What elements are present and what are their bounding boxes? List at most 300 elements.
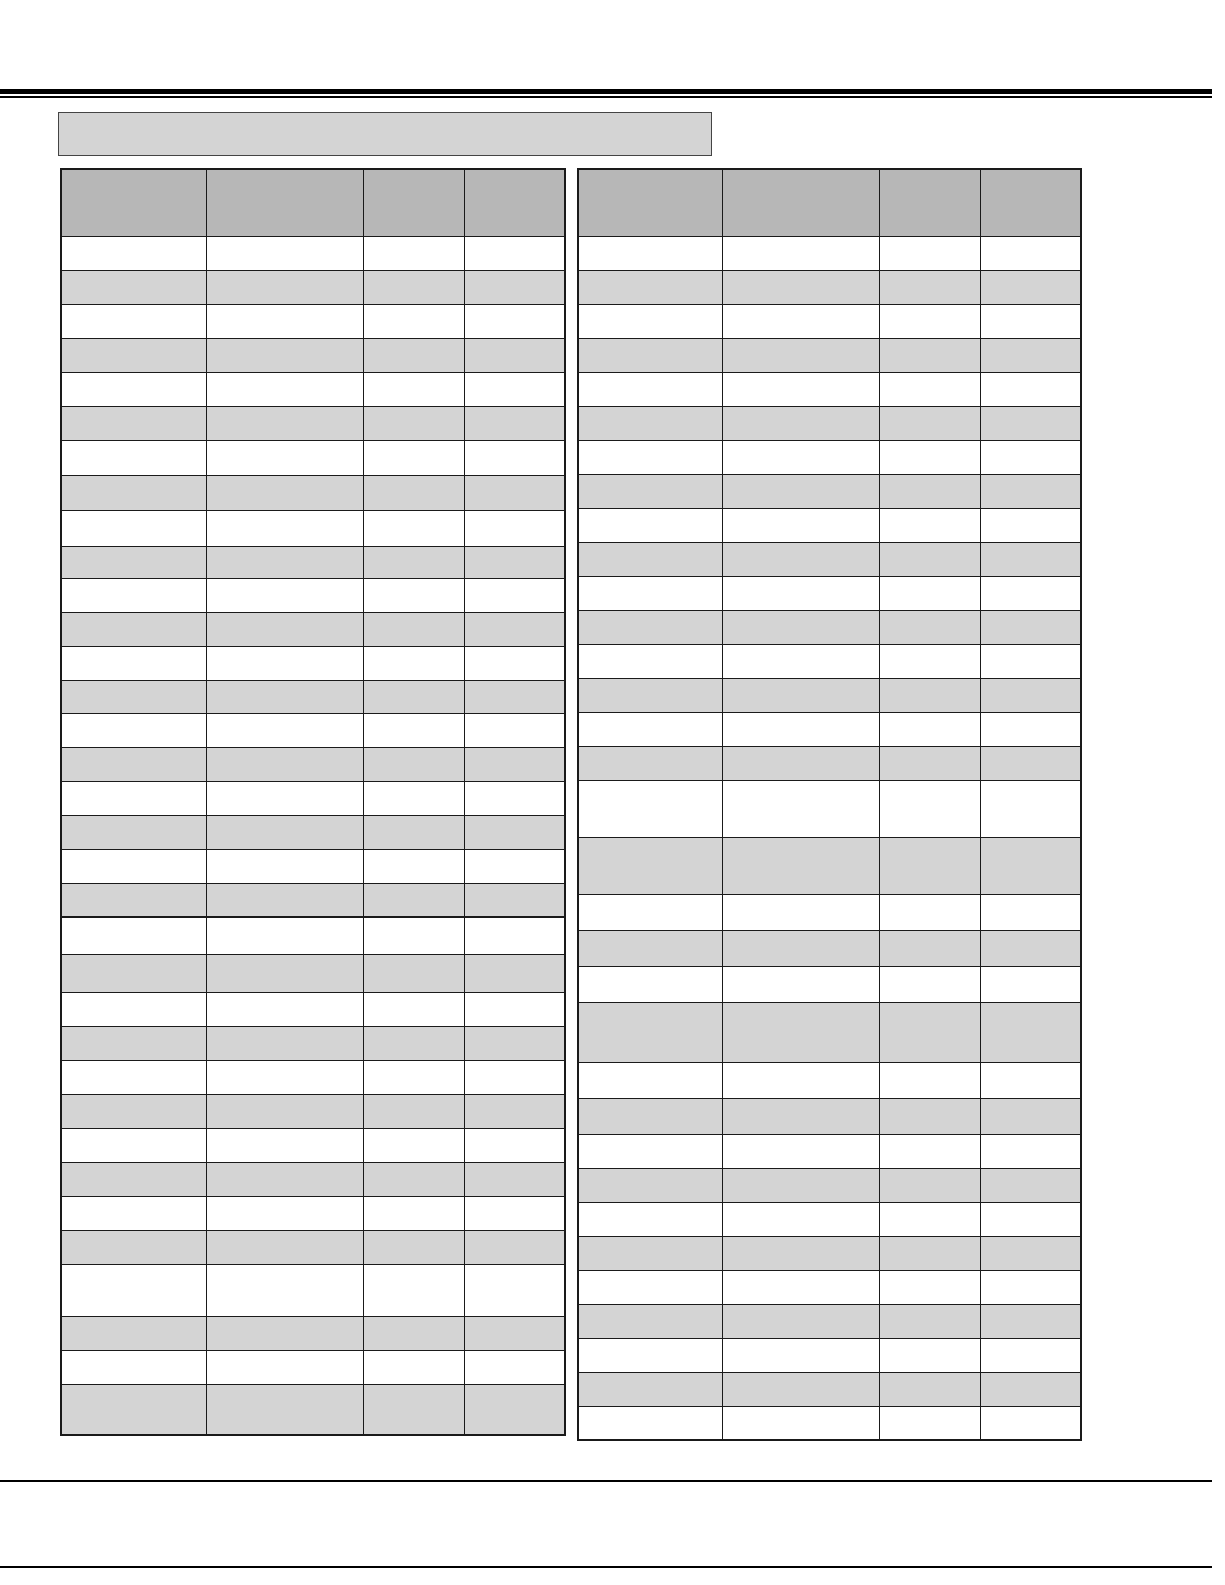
table-cell [206,270,363,304]
table-cell [980,1098,1081,1134]
table-cell [61,510,206,546]
table-cell [464,1230,565,1264]
table-cell [578,1002,722,1062]
table-cell [980,236,1081,270]
table-cell [206,1162,363,1196]
table-cell [363,612,464,646]
table-row [578,1304,1081,1338]
table-cell [464,1060,565,1094]
table-row [61,1060,565,1094]
table-cell [363,713,464,747]
table-cell [363,1026,464,1060]
table-cell [578,644,722,678]
table-cell [578,338,722,372]
table-cell [61,747,206,781]
table-cell [61,338,206,372]
table-cell [578,1304,722,1338]
table-cell [879,610,980,644]
table-row [61,236,565,270]
table-cell [363,680,464,713]
table-cell [980,966,1081,1002]
table-cell [363,1264,464,1316]
table-row [61,546,565,578]
table-cell [363,1350,464,1384]
table-cell [206,1196,363,1230]
table-cell [363,546,464,578]
table-cell [61,475,206,510]
table-row [578,780,1081,837]
table-cell [578,508,722,542]
table-cell [578,1134,722,1168]
table-cell [61,1128,206,1162]
table-cell [578,746,722,780]
table-cell [980,270,1081,304]
table-cell [61,680,206,713]
table-cell [980,1372,1081,1406]
table-cell [363,440,464,475]
table-cell [722,1304,879,1338]
table-row [578,1168,1081,1202]
table-cell [464,440,565,475]
table-cell [722,1406,879,1440]
table-row [578,576,1081,610]
table-cell [61,1060,206,1094]
table-cell [206,954,363,992]
left-column-header [61,169,206,236]
table-cell [206,992,363,1026]
table-row [61,747,565,781]
table-cell [722,440,879,474]
table-cell [363,1060,464,1094]
table-cell [980,746,1081,780]
footer-rule [0,1480,1212,1482]
table-cell [980,406,1081,440]
table-cell [879,894,980,930]
table-cell [980,644,1081,678]
table-cell [363,1094,464,1128]
table-cell [879,406,980,440]
table-cell [980,508,1081,542]
table-cell [879,1168,980,1202]
table-cell [206,440,363,475]
left-column-header [464,169,565,236]
table-cell [61,1196,206,1230]
table-cell [722,1168,879,1202]
table-cell [980,542,1081,576]
table-row [578,1270,1081,1304]
table-row [578,966,1081,1002]
table-cell [578,372,722,406]
table-cell [206,1094,363,1128]
table-cell [206,781,363,815]
table-row [61,713,565,747]
table-cell [879,1202,980,1236]
table-cell [980,1236,1081,1270]
table-cell [980,372,1081,406]
table-cell [578,1236,722,1270]
table-cell [879,1134,980,1168]
table-cell [980,1270,1081,1304]
table-cell [61,781,206,815]
table-row [61,612,565,646]
table-cell [464,1350,565,1384]
table-cell [879,474,980,508]
table-cell [363,1316,464,1350]
table-cell [722,474,879,508]
table-cell [363,475,464,510]
table-cell [206,883,363,917]
table-cell [879,270,980,304]
table-row [578,746,1081,780]
table-cell [206,1316,363,1350]
table-row [578,1372,1081,1406]
table-row [61,1128,565,1162]
table-cell [464,1162,565,1196]
table-cell [578,270,722,304]
table-row [61,1162,565,1196]
table-row [61,510,565,546]
table-cell [722,894,879,930]
table-cell [722,508,879,542]
table-cell [206,1026,363,1060]
table-cell [980,837,1081,894]
table-cell [61,849,206,883]
table-cell [879,1002,980,1062]
table-cell [61,1384,206,1435]
table-cell [879,338,980,372]
table-row [578,1202,1081,1236]
table-cell [722,406,879,440]
table-cell [980,894,1081,930]
table-row [578,304,1081,338]
table-cell [578,712,722,746]
right-column-header [879,169,980,236]
table-cell [722,966,879,1002]
table-cell [879,236,980,270]
table-cell [578,966,722,1002]
table-cell [206,815,363,849]
table-cell [464,954,565,992]
table-row [578,1338,1081,1372]
table-cell [464,236,565,270]
table-cell [578,1270,722,1304]
right-column-header [722,169,879,236]
table-cell [61,406,206,440]
table-cell [722,338,879,372]
table-row [578,1098,1081,1134]
table-cell [879,1338,980,1372]
table-row [61,1094,565,1128]
table-row [578,440,1081,474]
table-cell [206,1264,363,1316]
table-row [578,1062,1081,1098]
table-cell [464,546,565,578]
table-cell [879,930,980,966]
table-cell [206,546,363,578]
table-cell [363,815,464,849]
table-row [578,1236,1081,1270]
table-cell [61,1094,206,1128]
table-cell [363,1196,464,1230]
table-row [61,992,565,1026]
table-row [61,1026,565,1060]
table-cell [578,678,722,712]
table-cell [206,475,363,510]
table-cell [464,304,565,338]
table-row [578,1134,1081,1168]
table-cell [363,849,464,883]
table-row [578,338,1081,372]
table-cell [206,1230,363,1264]
table-cell [578,1168,722,1202]
table-cell [980,440,1081,474]
table-cell [722,780,879,837]
table-row [61,646,565,680]
table-cell [879,372,980,406]
table-cell [61,646,206,680]
table-cell [61,954,206,992]
table-cell [980,1202,1081,1236]
table-cell [206,406,363,440]
table-cell [578,236,722,270]
table-cell [464,612,565,646]
table-row [61,849,565,883]
table-cell [980,1406,1081,1440]
table-cell [464,1316,565,1350]
table-cell [206,680,363,713]
table-cell [980,1062,1081,1098]
table-cell [578,610,722,644]
table-row [578,372,1081,406]
table-cell [578,894,722,930]
table-row [578,542,1081,576]
table-cell [578,576,722,610]
table-cell [206,612,363,646]
table-cell [206,1060,363,1094]
table-row [578,406,1081,440]
table-row [578,712,1081,746]
table-cell [722,270,879,304]
table-row [61,338,565,372]
table-cell [879,440,980,474]
table-cell [980,1168,1081,1202]
table-row [61,954,565,992]
table-cell [363,236,464,270]
right-data-table [577,168,1082,1441]
table-cell [206,713,363,747]
table-cell [879,966,980,1002]
table-cell [464,883,565,917]
table-cell [980,930,1081,966]
table-row [61,372,565,406]
table-cell [464,781,565,815]
table-cell [61,815,206,849]
table-cell [363,1128,464,1162]
table-cell [722,1338,879,1372]
table-cell [464,338,565,372]
table-cell [879,678,980,712]
table-cell [879,508,980,542]
table-cell [578,406,722,440]
table-cell [363,954,464,992]
table-cell [206,372,363,406]
table-cell [879,780,980,837]
table-cell [61,917,206,954]
table-cell [722,712,879,746]
table-cell [363,1162,464,1196]
left-column-header [206,169,363,236]
table-cell [464,849,565,883]
table-cell [206,1350,363,1384]
table-cell [61,1162,206,1196]
table-cell [61,1026,206,1060]
table-row [61,1230,565,1264]
table-cell [980,610,1081,644]
table-row [61,1264,565,1316]
table-cell [61,1230,206,1264]
table-cell [879,576,980,610]
table-cell [879,1062,980,1098]
table-cell [722,542,879,576]
right-column-header [980,169,1081,236]
table-cell [464,406,565,440]
left-data-table [60,168,566,1436]
table-cell [363,372,464,406]
table-cell [980,712,1081,746]
table-cell [879,746,980,780]
table-cell [464,1026,565,1060]
table-cell [61,612,206,646]
table-cell [61,270,206,304]
table-cell [206,747,363,781]
table-cell [61,304,206,338]
table-cell [206,304,363,338]
table-cell [980,678,1081,712]
page-bottom-rule [0,1566,1212,1568]
table-cell [363,917,464,954]
table-cell [722,1270,879,1304]
table-cell [980,1338,1081,1372]
table-cell [363,1384,464,1435]
table-row [61,815,565,849]
table-cell [464,1128,565,1162]
table-cell [578,1372,722,1406]
table-cell [464,578,565,612]
table-cell [578,780,722,837]
table-cell [464,270,565,304]
table-row [61,440,565,475]
table-cell [980,304,1081,338]
table-cell [879,837,980,894]
table-cell [722,576,879,610]
table-cell [363,304,464,338]
table-cell [363,578,464,612]
table-cell [722,930,879,966]
table-row [578,610,1081,644]
table-cell [578,542,722,576]
table-cell [722,1002,879,1062]
table-cell [61,883,206,917]
table-cell [722,1098,879,1134]
left-column-header [363,169,464,236]
header-rule-thick [0,89,1212,94]
table-cell [980,1002,1081,1062]
table-cell [61,1350,206,1384]
table-cell [206,338,363,372]
table-row [578,644,1081,678]
table-row [61,1316,565,1350]
table-row [61,1384,565,1435]
table-row [578,236,1081,270]
table-cell [363,1230,464,1264]
table-cell [722,1236,879,1270]
header-rule-thin [0,96,1212,98]
table-cell [363,747,464,781]
table-row [61,304,565,338]
table-cell [464,917,565,954]
table-cell [722,1202,879,1236]
table-row [578,1002,1081,1062]
table-cell [464,510,565,546]
table-cell [61,1264,206,1316]
table-cell [61,372,206,406]
table-cell [363,338,464,372]
table-cell [980,1134,1081,1168]
table-cell [980,1304,1081,1338]
table-cell [578,837,722,894]
table-row [578,1406,1081,1440]
table-cell [464,1384,565,1435]
table-cell [722,1134,879,1168]
table-cell [879,1372,980,1406]
table-cell [464,992,565,1026]
table-row [61,578,565,612]
table-row [61,883,565,917]
table-cell [578,1406,722,1440]
table-cell [722,610,879,644]
table-row [61,1350,565,1384]
table-cell [722,644,879,678]
table-row [61,917,565,954]
table-row [61,680,565,713]
table-cell [879,644,980,678]
table-cell [722,304,879,338]
table-cell [578,1338,722,1372]
table-cell [464,1196,565,1230]
table-cell [363,992,464,1026]
table-cell [722,372,879,406]
table-cell [980,338,1081,372]
table-cell [879,1406,980,1440]
table-cell [578,304,722,338]
table-cell [722,746,879,780]
table-cell [722,236,879,270]
table-cell [722,1062,879,1098]
table-cell [879,1304,980,1338]
table-cell [363,781,464,815]
table-cell [879,542,980,576]
table-cell [879,712,980,746]
table-cell [464,1264,565,1316]
table-cell [879,304,980,338]
table-cell [578,440,722,474]
table-row [578,474,1081,508]
table-cell [61,1316,206,1350]
table-cell [578,1062,722,1098]
table-cell [722,678,879,712]
table-cell [578,1098,722,1134]
table-cell [363,646,464,680]
